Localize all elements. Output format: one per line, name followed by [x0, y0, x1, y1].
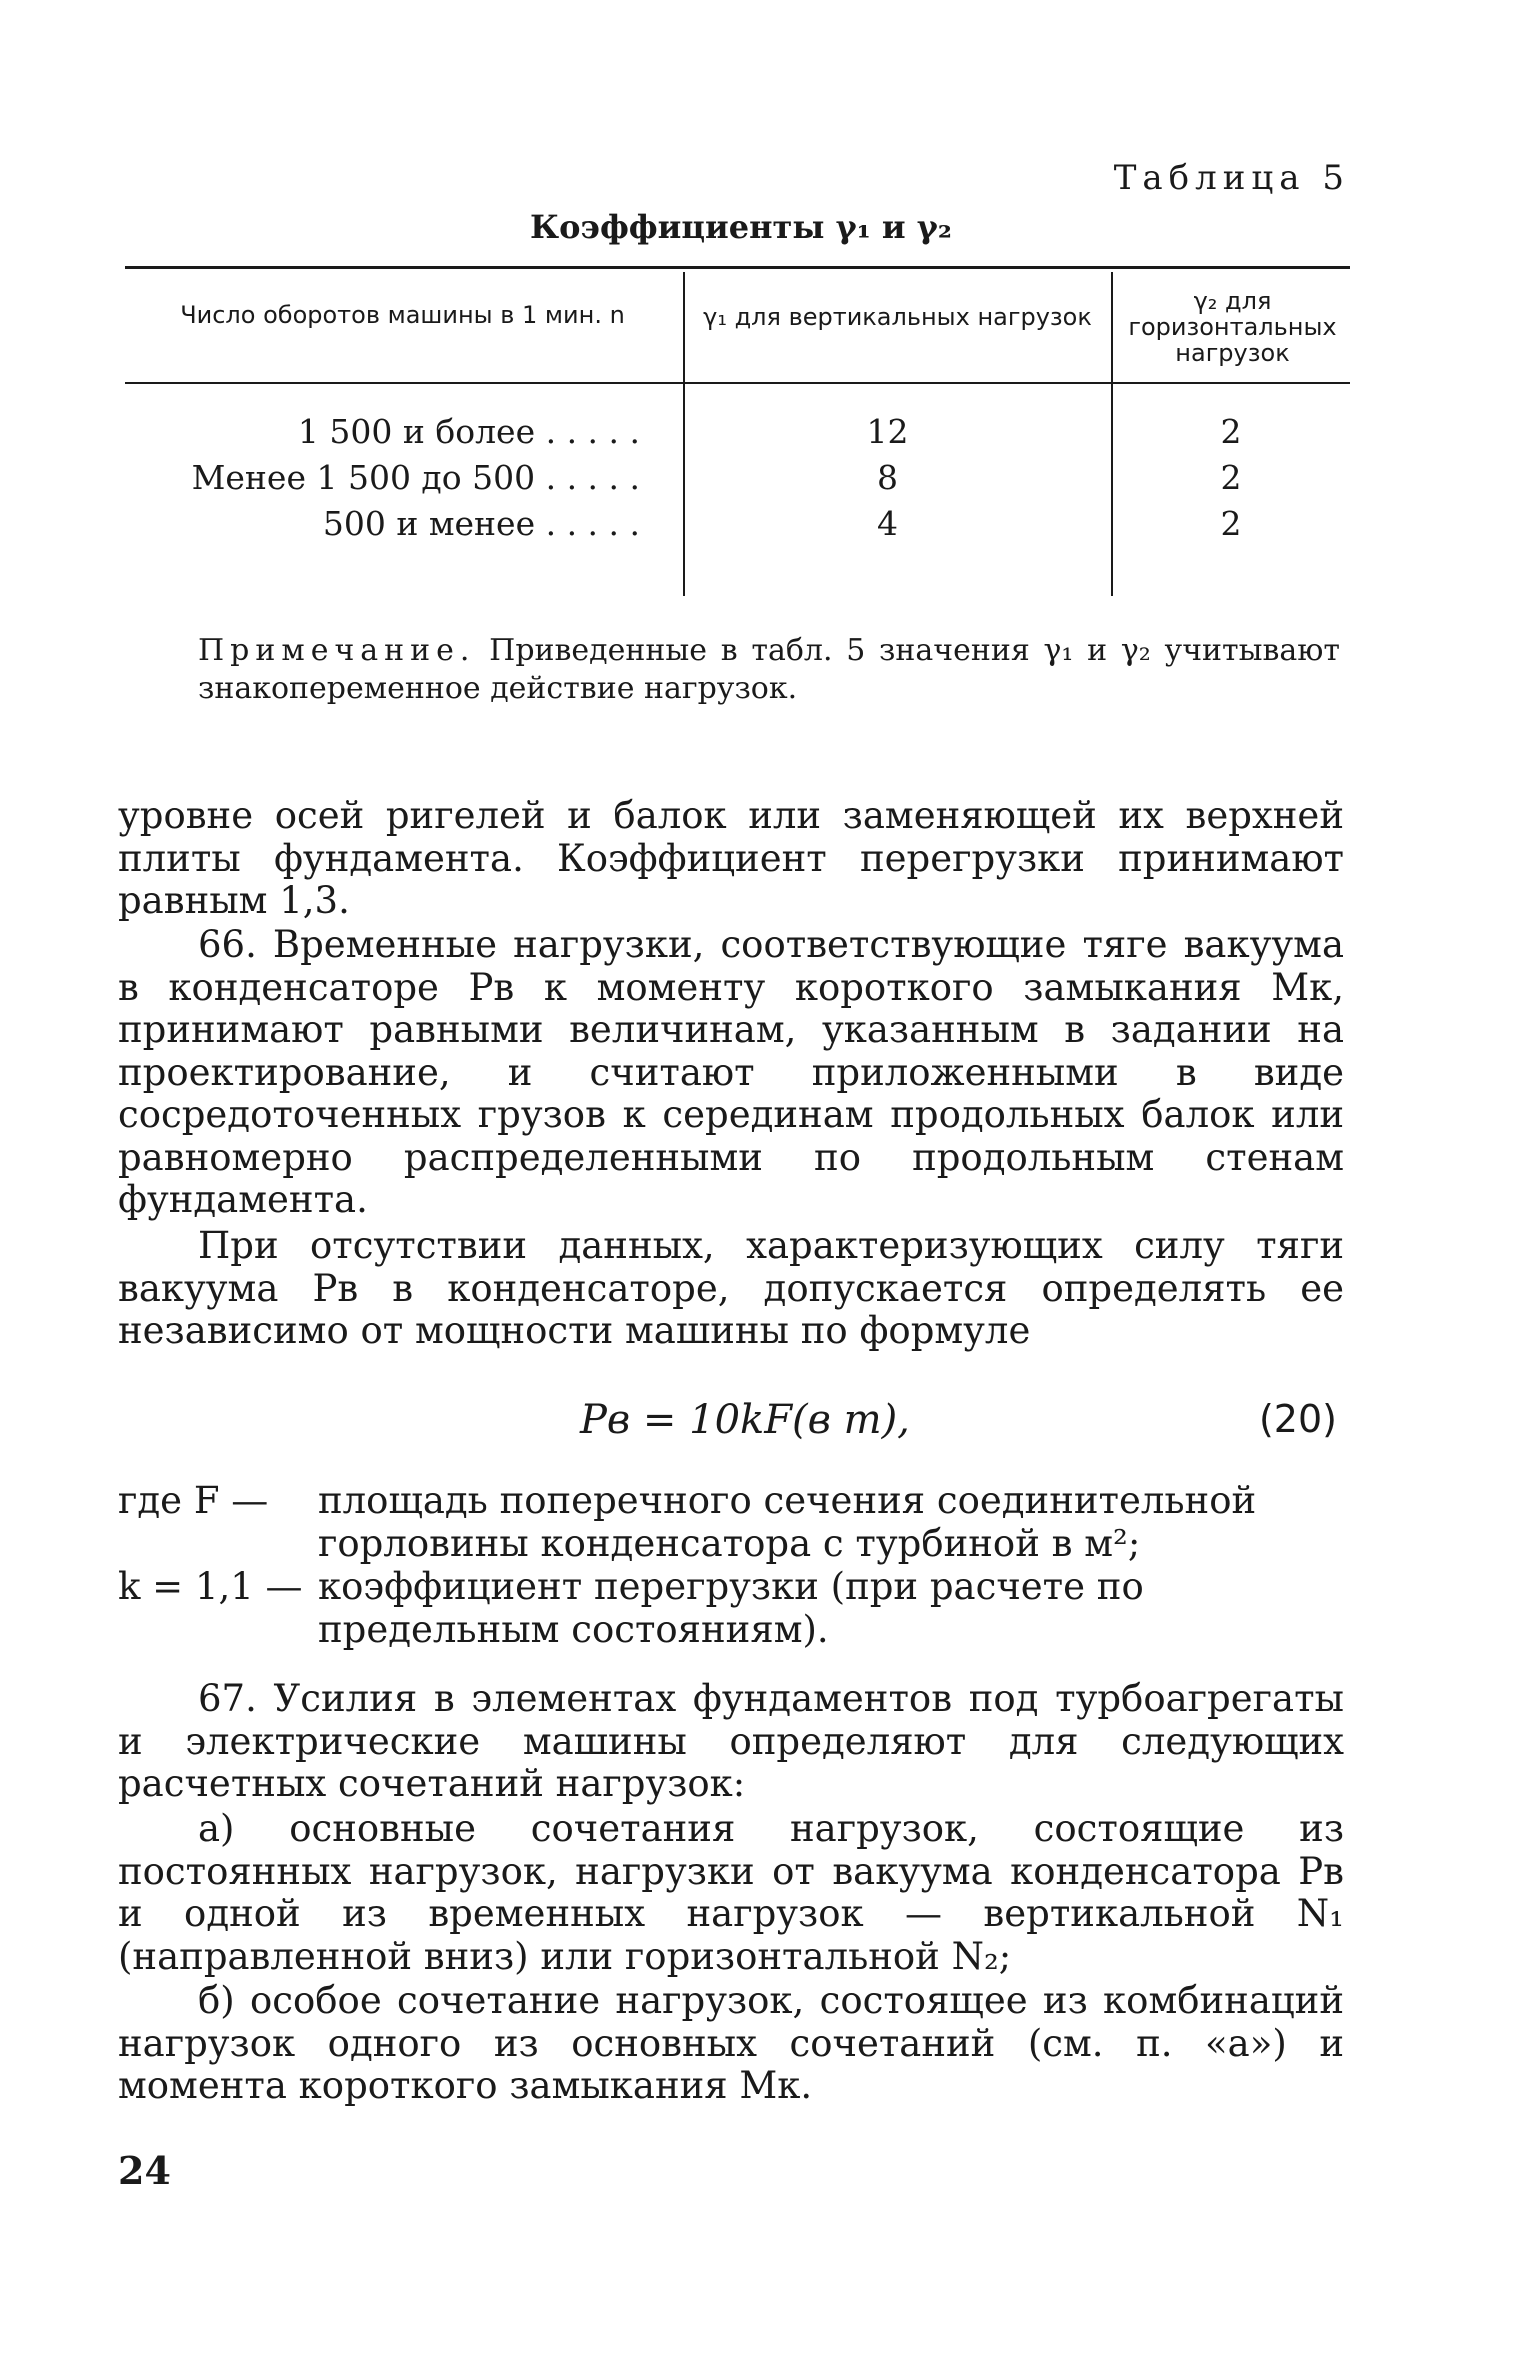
table-title: Коэффициенты γ₁ и γ₂ [530, 208, 952, 246]
coefficients-table [125, 266, 1350, 596]
paragraph-67: 67. Усилия в элементах фундаментов под турбоагрегаты и электрические машины определяют для следующих расчетных сочетаний нагрузок: [118, 1677, 1344, 1805]
table-header-gamma1: γ₁ для вертикальных нагрузок [703, 303, 1092, 331]
legend-F-symbol: где F — [118, 1479, 269, 1522]
table-header-rule [125, 382, 1350, 384]
row-rpm-label: 1 500 и более . . . . . [297, 412, 640, 451]
note-text: Приведенные в табл. 5 значения γ₁ и γ₂ учитывают знакопеременное действие нагрузок. [198, 633, 1340, 706]
paragraph-continuation: уровне осей ригелей и балок или заменяющей их верхней плиты фундамента. Коэффициент перегрузки принимают равным 1,3. [118, 794, 1344, 922]
formula-20: Pв = 10kF(в т), [580, 1397, 910, 1443]
row-rpm-label: 500 и менее . . . . . [322, 504, 640, 543]
table-note [198, 632, 1340, 708]
row-gamma1-value: 12 [866, 412, 909, 451]
table-header-rpm: Число оборотов машины в 1 мин. n [180, 301, 625, 329]
note-label: Примечание. [198, 633, 476, 668]
paragraph-67a: а) основные сочетания нагрузок, состоящие из постоянных нагрузок, нагрузки от вакуума конденсатора Pв и одной из временных нагрузок — вертикальной N₁ (направленной вниз) или горизонтальной N₂; [118, 1807, 1344, 1978]
table-row [125, 412, 1350, 458]
paragraph-66: 66. Временные нагрузки, соответствующие тяге вакуума в конденсаторе Pв к моменту короткого замыкания Mк, принимают равными величинам, указанным в задании на проектирование, и считают приложенными в виде сосредоточенных грузов к серединам продольных балок или равномерно распределенными по продольным стенам фундамента. [118, 923, 1344, 1221]
paragraph-67b: б) особое сочетание нагрузок, состоящее из комбинаций нагрузок одного из основных сочетаний (см. п. «а») и момента короткого замыкания Mк. [118, 1979, 1344, 2107]
table-row [125, 458, 1350, 504]
paragraph-absent-data: При отсутствии данных, характеризующих силу тяги вакуума Pв в конденсаторе, допускается определять ее независимо от мощности машины по формуле [118, 1224, 1344, 1352]
legend-k-symbol: k = 1,1 — [118, 1565, 303, 1608]
legend-k-definition: коэффициент перегрузки (при расчете по предельным состояниям). [318, 1565, 1144, 1651]
table-label: Таблица 5 [1113, 158, 1350, 198]
table-row [125, 504, 1350, 550]
row-gamma2-value: 2 [1220, 458, 1242, 497]
legend-F-definition: площадь поперечного сечения соединительной горловины конденсатора с турбиной в м²; [318, 1479, 1257, 1565]
table-top-rule [125, 266, 1350, 269]
row-gamma2-value: 2 [1220, 504, 1242, 543]
row-gamma1-value: 8 [877, 458, 898, 497]
table-header-gamma2: γ₂ для горизонтальных нагрузок [1128, 287, 1337, 367]
page-number: 24 [118, 2148, 171, 2193]
row-gamma2-value: 2 [1220, 412, 1242, 451]
formula-number: (20) [1258, 1397, 1337, 1441]
row-rpm-label: Менее 1 500 до 500 . . . . . [191, 458, 640, 497]
row-gamma1-value: 4 [877, 504, 898, 543]
